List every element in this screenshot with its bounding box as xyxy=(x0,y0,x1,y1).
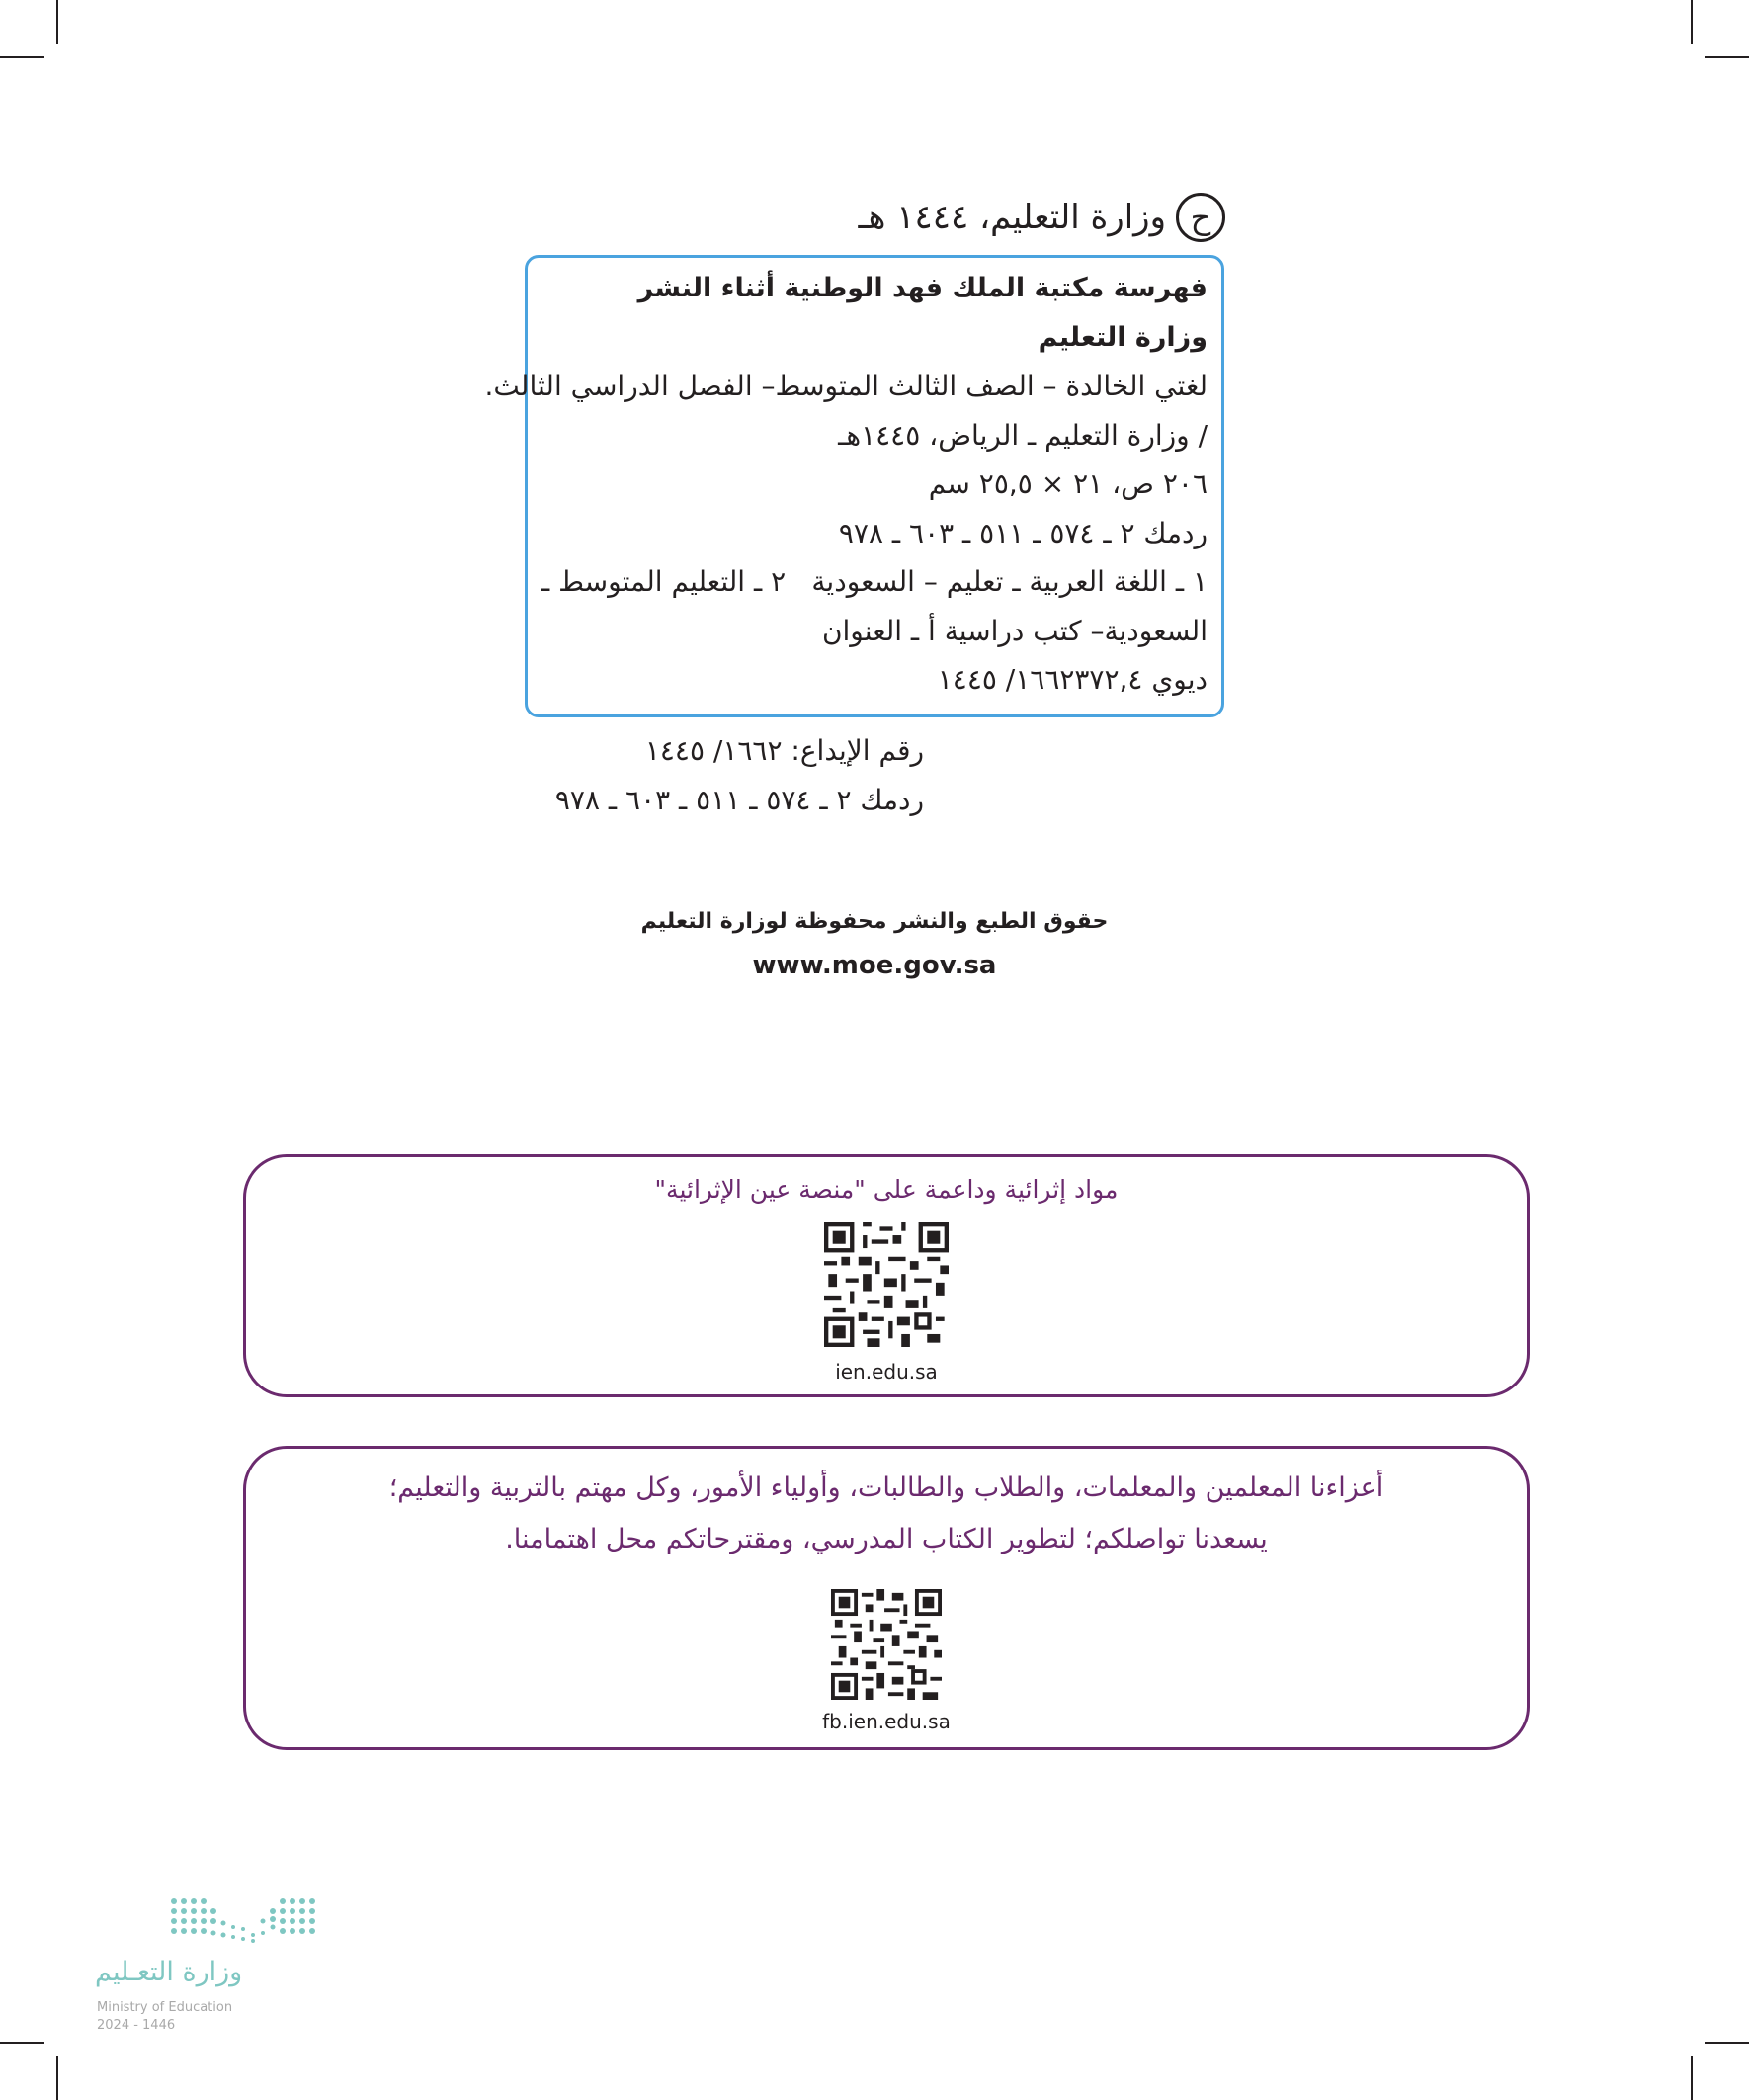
catalog-title: فهرسة مكتبة الملك فهد الوطنية أثناء النشر xyxy=(637,273,1208,303)
site-url[interactable]: www.moe.gov.sa xyxy=(752,951,997,980)
catalog-dewey: ديوي ٣٧٢,٤ xyxy=(1074,663,1208,696)
crop-mark xyxy=(1691,2056,1693,2100)
ministry-logo xyxy=(95,1895,322,2044)
crop-mark xyxy=(56,2056,58,2100)
feedback-panel xyxy=(243,1446,1530,1750)
catalog-subject-2: ٢ ـ التعليم المتوسط ـ xyxy=(541,565,787,598)
feedback-line-1: أعزاءنا المعلمين والمعلمات، والطلاب والطالبات، وأولياء الأمور، وكل مهتم بالتربية والتعليم؛ xyxy=(388,1472,1384,1503)
catalog-subjects xyxy=(541,557,1208,607)
catalog-book-title: لغتي الخالدة – الصف الثالث المتوسط– الفصل الدراسي الثالث. xyxy=(484,370,1208,402)
deposit-number: رقم الإيداع: ١٦٦٢/ ١٤٤٥ xyxy=(644,734,924,767)
catalog-pages: ٢٠٦ ص، ٢١ × ٢٥,٥ سم xyxy=(928,467,1208,500)
crop-mark xyxy=(1705,2042,1749,2044)
copyright-line xyxy=(810,188,1225,247)
logo-dots-icon xyxy=(170,1895,322,1949)
logo-arabic-text: وزارة التعـليم xyxy=(95,1957,243,1987)
ien-url[interactable]: ien.edu.sa xyxy=(835,1360,938,1384)
crop-mark xyxy=(0,56,44,58)
feedback-line-2: يسعدنا تواصلكم؛ لتطوير الكتاب المدرسي، ومقترحاتكم محل اهتمامنا. xyxy=(505,1524,1268,1554)
qr-code-icon[interactable] xyxy=(831,1589,942,1700)
copyright-text: وزارة التعليم، ١٤٤٤ هـ xyxy=(858,198,1166,237)
crop-mark xyxy=(0,2042,44,2044)
catalog-deposit-code: ١٦٦٢/ ١٤٤٥ xyxy=(937,663,1075,696)
crop-mark xyxy=(1705,56,1749,58)
crop-mark xyxy=(1691,0,1693,44)
catalog-author: وزارة التعليم xyxy=(1038,321,1208,353)
deposit-info xyxy=(529,726,924,825)
rights-text: حقوق الطبع والنشر محفوظة لوزارة التعليم xyxy=(640,909,1109,934)
logo-english-text: Ministry of Education xyxy=(97,2000,233,2015)
crop-mark xyxy=(56,0,58,44)
copyright-symbol: ح xyxy=(1176,193,1225,242)
feedback-url[interactable]: fb.ien.edu.sa xyxy=(822,1710,951,1733)
catalog-box xyxy=(484,255,1224,717)
ien-panel xyxy=(243,1154,1530,1397)
deposit-isbn: ردمك ٢ ـ ٥٧٤ ـ ٥١١ ـ ٦٠٣ ـ ٩٧٨ xyxy=(554,784,924,816)
qr-code-icon[interactable] xyxy=(824,1222,949,1347)
catalog-publisher: / وزارة التعليم ـ الرياض، ١٤٤٥هـ xyxy=(838,418,1208,452)
ien-heading: مواد إثرائية وداعمة على "منصة عين الإثرائية" xyxy=(654,1175,1119,1204)
catalog-classification xyxy=(541,655,1208,705)
catalog-isbn: ردمك ٢ ـ ٥٧٤ ـ ٥١١ ـ ٦٠٣ ـ ٩٧٨ xyxy=(838,516,1208,549)
catalog-subject-1: ١ ـ اللغة العربية ـ تعليم – السعودية xyxy=(811,565,1208,598)
logo-year: 2024 - 1446 xyxy=(97,2018,176,2033)
catalog-subject-3: السعودية– كتب دراسية أ ـ العنوان xyxy=(821,614,1208,647)
